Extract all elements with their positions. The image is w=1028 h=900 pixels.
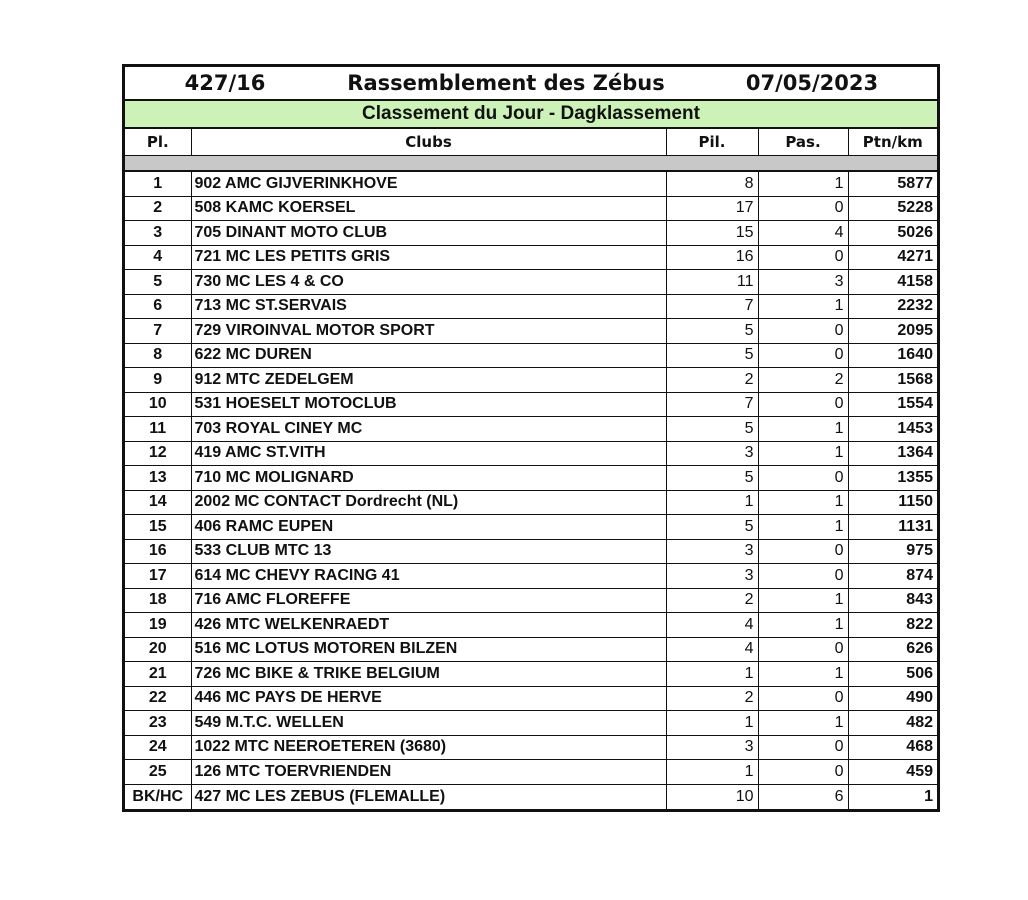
column-header-row xyxy=(125,129,937,155)
cell-place: 7 xyxy=(125,319,191,344)
table-row xyxy=(125,196,937,221)
col-header-points-km: Ptn/km xyxy=(848,129,937,155)
cell-pilots: 2 xyxy=(666,588,758,613)
ranking-subtitle: Classement du Jour - Dagklassement xyxy=(125,101,937,129)
cell-passengers: 1 xyxy=(758,441,848,466)
cell-place: 12 xyxy=(125,441,191,466)
cell-passengers: 1 xyxy=(758,588,848,613)
cell-place: 10 xyxy=(125,392,191,417)
cell-pilots: 3 xyxy=(666,564,758,589)
cell-points-km: 4158 xyxy=(848,270,937,295)
cell-place: 8 xyxy=(125,343,191,368)
cell-pilots: 4 xyxy=(666,613,758,638)
cell-points-km: 1640 xyxy=(848,343,937,368)
cell-passengers: 1 xyxy=(758,490,848,515)
cell-passengers: 0 xyxy=(758,735,848,760)
cell-club: 531 HOESELT MOTOCLUB xyxy=(191,392,666,417)
cell-club: 426 MTC WELKENRAEDT xyxy=(191,613,666,638)
cell-passengers: 0 xyxy=(758,245,848,270)
cell-points-km: 1453 xyxy=(848,417,937,442)
cell-passengers: 1 xyxy=(758,172,848,197)
cell-points-km: 874 xyxy=(848,564,937,589)
cell-pilots: 7 xyxy=(666,294,758,319)
cell-passengers: 0 xyxy=(758,760,848,785)
cell-club: 533 CLUB MTC 13 xyxy=(191,539,666,564)
cell-points-km: 1364 xyxy=(848,441,937,466)
cell-points-km: 5026 xyxy=(848,221,937,246)
ranking-table xyxy=(125,172,937,809)
cell-pilots: 11 xyxy=(666,270,758,295)
sheet-header xyxy=(125,67,937,101)
table-row xyxy=(125,686,937,711)
cell-points-km: 1568 xyxy=(848,368,937,393)
cell-pilots: 5 xyxy=(666,319,758,344)
cell-club: 1022 MTC NEEROETEREN (3680) xyxy=(191,735,666,760)
cell-place: 21 xyxy=(125,662,191,687)
col-header-pilots: Pil. xyxy=(666,129,758,155)
cell-points-km: 2232 xyxy=(848,294,937,319)
cell-points-km: 1131 xyxy=(848,515,937,540)
table-row xyxy=(125,270,937,295)
cell-points-km: 4271 xyxy=(848,245,937,270)
cell-points-km: 490 xyxy=(848,686,937,711)
cell-pilots: 5 xyxy=(666,417,758,442)
cell-passengers: 1 xyxy=(758,515,848,540)
cell-passengers: 1 xyxy=(758,417,848,442)
cell-club: 2002 MC CONTACT Dordrecht (NL) xyxy=(191,490,666,515)
cell-passengers: 0 xyxy=(758,637,848,662)
cell-passengers: 0 xyxy=(758,539,848,564)
cell-club: 726 MC BIKE & TRIKE BELGIUM xyxy=(191,662,666,687)
cell-passengers: 0 xyxy=(758,564,848,589)
cell-place: 20 xyxy=(125,637,191,662)
table-row xyxy=(125,490,937,515)
table-row xyxy=(125,711,937,736)
cell-place: 4 xyxy=(125,245,191,270)
cell-club: 912 MTC ZEDELGEM xyxy=(191,368,666,393)
separator-bar xyxy=(125,156,937,172)
cell-club: 730 MC LES 4 & CO xyxy=(191,270,666,295)
cell-club: 516 MC LOTUS MOTOREN BILZEN xyxy=(191,637,666,662)
cell-club: 419 AMC ST.VITH xyxy=(191,441,666,466)
cell-points-km: 1 xyxy=(848,784,937,809)
table-row xyxy=(125,564,937,589)
cell-pilots: 5 xyxy=(666,515,758,540)
cell-club: 427 MC LES ZEBUS (FLEMALLE) xyxy=(191,784,666,809)
cell-place: 16 xyxy=(125,539,191,564)
cell-passengers: 2 xyxy=(758,368,848,393)
cell-place: 6 xyxy=(125,294,191,319)
cell-points-km: 459 xyxy=(848,760,937,785)
cell-pilots: 10 xyxy=(666,784,758,809)
table-row xyxy=(125,441,937,466)
cell-points-km: 2095 xyxy=(848,319,937,344)
cell-place: 15 xyxy=(125,515,191,540)
table-row xyxy=(125,760,937,785)
cell-passengers: 0 xyxy=(758,343,848,368)
table-row xyxy=(125,343,937,368)
cell-points-km: 626 xyxy=(848,637,937,662)
table-row xyxy=(125,662,937,687)
cell-pilots: 3 xyxy=(666,735,758,760)
cell-passengers: 0 xyxy=(758,466,848,491)
col-header-clubs: Clubs xyxy=(191,129,666,155)
cell-place: 22 xyxy=(125,686,191,711)
table-row xyxy=(125,588,937,613)
cell-place: 25 xyxy=(125,760,191,785)
cell-place: 2 xyxy=(125,196,191,221)
cell-place: 19 xyxy=(125,613,191,638)
cell-club: 703 ROYAL CINEY MC xyxy=(191,417,666,442)
cell-club: 508 KAMC KOERSEL xyxy=(191,196,666,221)
table-row xyxy=(125,613,937,638)
table-row xyxy=(125,637,937,662)
cell-pilots: 5 xyxy=(666,466,758,491)
cell-points-km: 5228 xyxy=(848,196,937,221)
table-row xyxy=(125,172,937,197)
cell-pilots: 1 xyxy=(666,490,758,515)
cell-club: 406 RAMC EUPEN xyxy=(191,515,666,540)
ranking-sheet xyxy=(122,64,940,812)
cell-pilots: 1 xyxy=(666,711,758,736)
cell-place: 17 xyxy=(125,564,191,589)
col-header-place: Pl. xyxy=(125,129,191,155)
cell-pilots: 17 xyxy=(666,196,758,221)
table-row xyxy=(125,515,937,540)
cell-club: 126 MTC TOERVRIENDEN xyxy=(191,760,666,785)
cell-pilots: 8 xyxy=(666,172,758,197)
cell-place: 13 xyxy=(125,466,191,491)
cell-pilots: 3 xyxy=(666,441,758,466)
table-row xyxy=(125,319,937,344)
cell-pilots: 15 xyxy=(666,221,758,246)
cell-points-km: 1554 xyxy=(848,392,937,417)
cell-club: 721 MC LES PETITS GRIS xyxy=(191,245,666,270)
cell-pilots: 7 xyxy=(666,392,758,417)
column-header-table xyxy=(125,129,937,156)
cell-place: 9 xyxy=(125,368,191,393)
table-row xyxy=(125,784,937,809)
cell-place: 14 xyxy=(125,490,191,515)
cell-place: 11 xyxy=(125,417,191,442)
cell-points-km: 5877 xyxy=(848,172,937,197)
cell-club: 713 MC ST.SERVAIS xyxy=(191,294,666,319)
cell-place: 23 xyxy=(125,711,191,736)
cell-place: 24 xyxy=(125,735,191,760)
cell-club: 705 DINANT MOTO CLUB xyxy=(191,221,666,246)
cell-place: 3 xyxy=(125,221,191,246)
cell-club: 446 MC PAYS DE HERVE xyxy=(191,686,666,711)
cell-passengers: 6 xyxy=(758,784,848,809)
table-row xyxy=(125,466,937,491)
table-row xyxy=(125,735,937,760)
event-title: Rassemblement des Zébus xyxy=(347,71,665,95)
cell-place: 1 xyxy=(125,172,191,197)
cell-passengers: 0 xyxy=(758,319,848,344)
cell-passengers: 1 xyxy=(758,662,848,687)
cell-passengers: 4 xyxy=(758,221,848,246)
cell-points-km: 975 xyxy=(848,539,937,564)
cell-passengers: 3 xyxy=(758,270,848,295)
cell-club: 614 MC CHEVY RACING 41 xyxy=(191,564,666,589)
cell-points-km: 482 xyxy=(848,711,937,736)
table-row xyxy=(125,294,937,319)
cell-pilots: 4 xyxy=(666,637,758,662)
cell-points-km: 1150 xyxy=(848,490,937,515)
cell-points-km: 822 xyxy=(848,613,937,638)
cell-place: 18 xyxy=(125,588,191,613)
table-row xyxy=(125,245,937,270)
cell-points-km: 843 xyxy=(848,588,937,613)
event-id: 427/16 xyxy=(184,71,266,95)
cell-points-km: 506 xyxy=(848,662,937,687)
cell-passengers: 0 xyxy=(758,392,848,417)
cell-pilots: 1 xyxy=(666,760,758,785)
table-row xyxy=(125,392,937,417)
cell-club: 549 M.T.C. WELLEN xyxy=(191,711,666,736)
cell-club: 902 AMC GIJVERINKHOVE xyxy=(191,172,666,197)
cell-pilots: 1 xyxy=(666,662,758,687)
cell-passengers: 0 xyxy=(758,196,848,221)
cell-pilots: 3 xyxy=(666,539,758,564)
cell-passengers: 1 xyxy=(758,613,848,638)
cell-passengers: 1 xyxy=(758,711,848,736)
cell-points-km: 468 xyxy=(848,735,937,760)
table-row xyxy=(125,221,937,246)
cell-club: 710 MC MOLIGNARD xyxy=(191,466,666,491)
cell-pilots: 2 xyxy=(666,368,758,393)
cell-passengers: 1 xyxy=(758,294,848,319)
table-row xyxy=(125,368,937,393)
cell-pilots: 16 xyxy=(666,245,758,270)
col-header-passengers: Pas. xyxy=(758,129,848,155)
table-row xyxy=(125,417,937,442)
cell-club: 716 AMC FLOREFFE xyxy=(191,588,666,613)
cell-points-km: 1355 xyxy=(848,466,937,491)
cell-place: 5 xyxy=(125,270,191,295)
cell-club: 622 MC DUREN xyxy=(191,343,666,368)
cell-club: 729 VIROINVAL MOTOR SPORT xyxy=(191,319,666,344)
event-date: 07/05/2023 xyxy=(745,71,879,95)
cell-pilots: 2 xyxy=(666,686,758,711)
cell-place: BK/HC xyxy=(125,784,191,809)
cell-passengers: 0 xyxy=(758,686,848,711)
table-row xyxy=(125,539,937,564)
cell-pilots: 5 xyxy=(666,343,758,368)
